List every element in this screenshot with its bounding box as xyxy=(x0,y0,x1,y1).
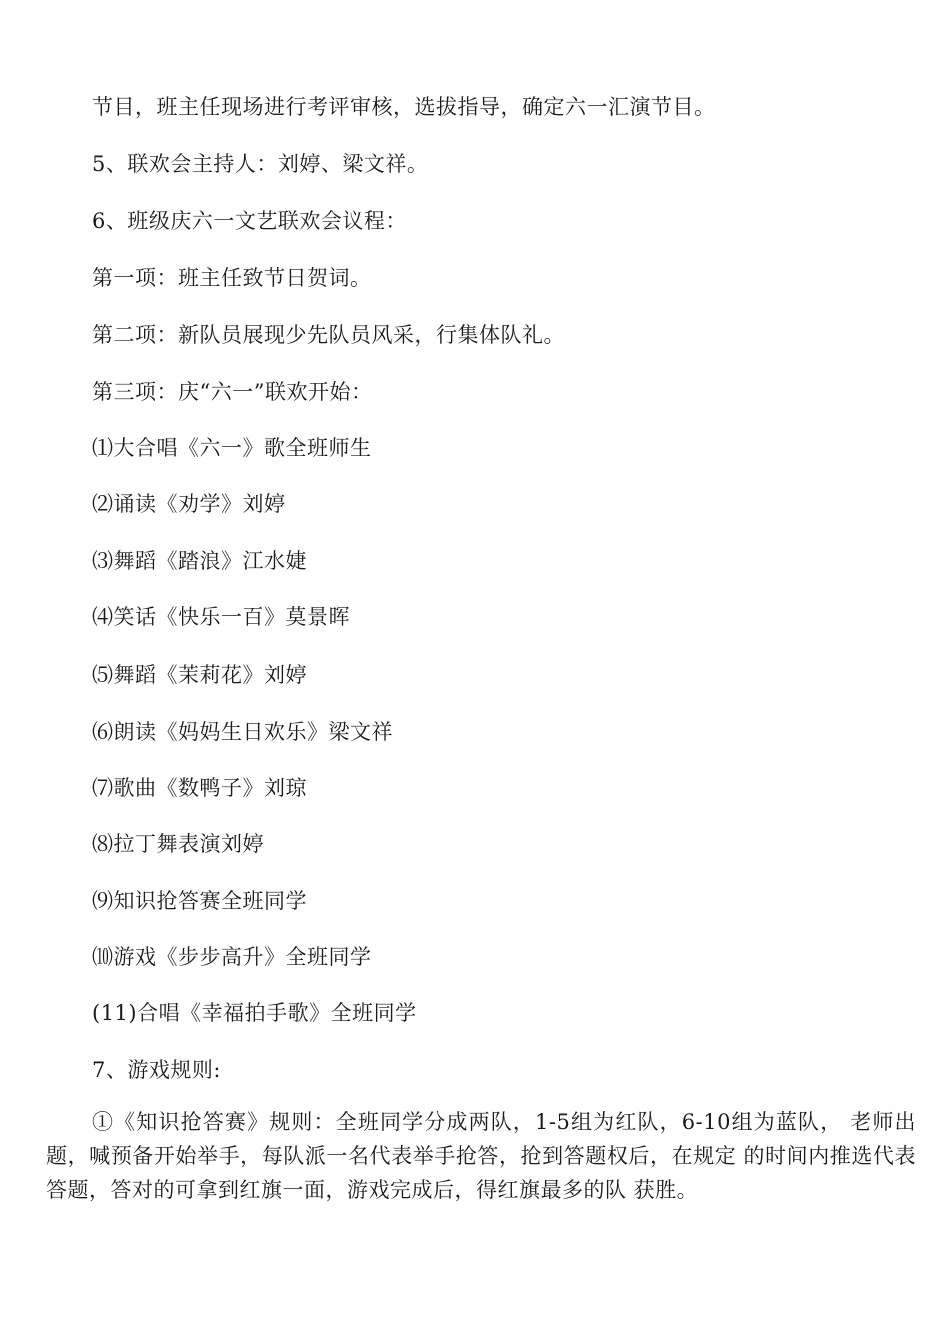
program-item-11: (11)合唱《幸福拍手歌》全班同学 xyxy=(92,1001,417,1025)
text-line-hosts: 5、联欢会主持人：刘婷、梁文祥。 xyxy=(92,152,429,176)
text-line-program-selection: 节目，班主任现场进行考评审核，选拔指导，确定六一汇演节目。 xyxy=(92,95,716,119)
program-item-3: ⑶舞蹈《踏浪》江水婕 xyxy=(92,549,307,573)
text-line-agenda-heading: 6、班级庆六一文艺联欢会议程： xyxy=(92,209,407,233)
program-item-8: ⑻拉丁舞表演刘婷 xyxy=(92,832,264,856)
game-rule-paragraph: ①《知识抢答赛》规则：全班同学分成两队，1-5组为红队，6-10组为蓝队， 老师出题，喊预备开始举手，每队派一名代表举手抢答，抢到答题权后，在规定 的时间内推选代表答题，答对的可拿到红旗一面，游戏完成后，得红旗最多的队 获胜。 xyxy=(46,1110,916,1202)
text-line-agenda-item-3: 第三项：庆“六一”联欢开始： xyxy=(92,380,373,404)
program-item-10: ⑽游戏《步步高升》全班同学 xyxy=(92,945,372,969)
text-line-game-rules-heading: 7、游戏规则: xyxy=(92,1058,221,1082)
program-item-5: ⑸舞蹈《茉莉花》刘婷 xyxy=(92,663,307,687)
program-item-4: ⑷笑话《快乐一百》莫景晖 xyxy=(92,605,350,629)
text-line-agenda-item-2: 第二项：新队员展现少先队员风采，行集体队礼。 xyxy=(92,323,565,347)
program-item-1: ⑴大合唱《六一》歌全班师生 xyxy=(92,436,372,460)
program-item-9: ⑼知识抢答赛全班同学 xyxy=(92,889,307,913)
program-item-6: ⑹朗读《妈妈生日欢乐》梁文祥 xyxy=(92,720,393,744)
text-line-agenda-item-1: 第一项：班主任致节日贺词。 xyxy=(92,266,372,290)
program-item-7: ⑺歌曲《数鸭子》刘琼 xyxy=(92,776,307,800)
program-item-2: ⑵诵读《劝学》刘婷 xyxy=(92,492,286,516)
